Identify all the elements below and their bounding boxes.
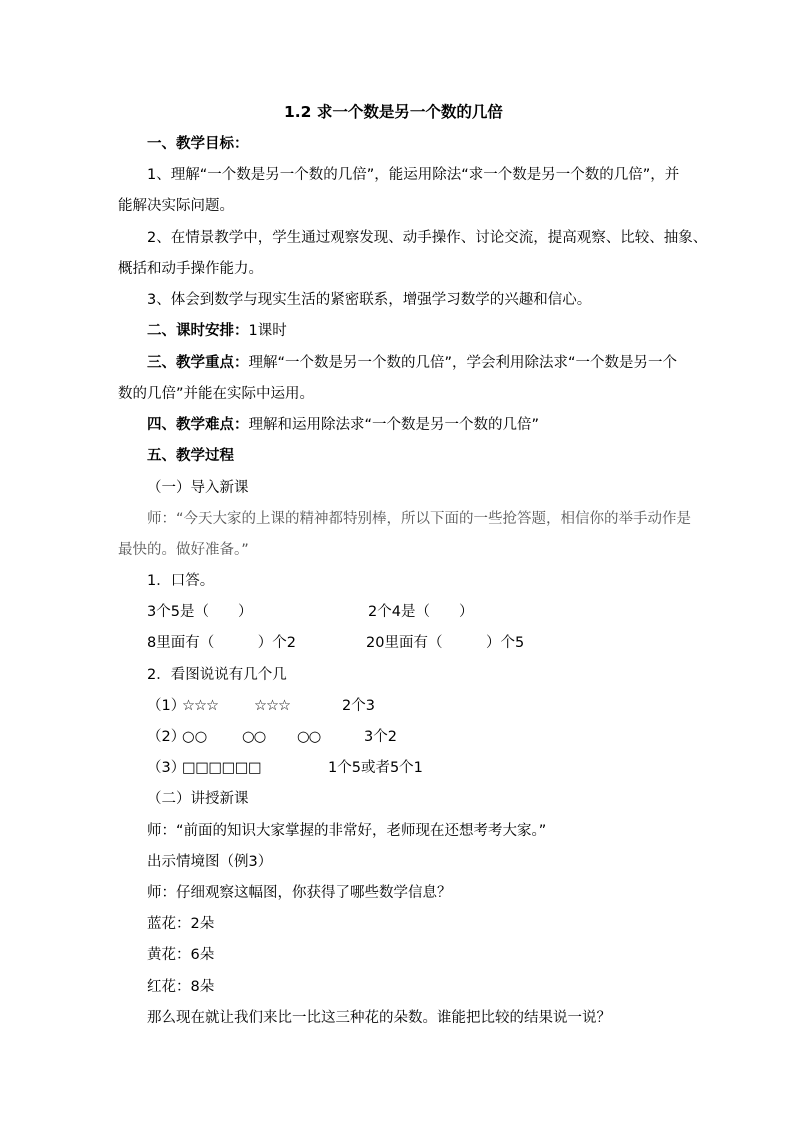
goal-1-line-1: 1、理解“一个数是另一个数的几倍”，能运用除法“求一个数是另一个数的几倍”，并: [147, 167, 680, 183]
stars-group-2: ☆☆☆: [254, 698, 290, 714]
section-2-text: 1课时: [248, 323, 287, 339]
page-title: 1.2 求一个数是另一个数的几倍: [284, 103, 503, 121]
section-4: [147, 415, 539, 435]
goal-2-line-1: 2、在情景教学中，学生通过观察发现、动手操作、讨论交流，提高观察、比较、抽象、: [147, 230, 708, 246]
question-1-d: 20里面有（ ）个5: [366, 635, 525, 651]
circles-group-3: ○○: [297, 729, 321, 745]
section-2: [147, 321, 287, 341]
goal-3: 3、体会到数学与现实生活的紧密联系，增强学习数学的兴趣和信心。: [147, 292, 592, 308]
question-1-a: 3个5是（ ）: [147, 604, 253, 620]
question-2-2-label: （2）: [147, 729, 186, 745]
stars-group-1: ☆☆☆: [182, 698, 218, 714]
question-2-1-answer: 2个3: [342, 698, 375, 714]
teacher-question: 师：仔细观察这幅图，你获得了哪些数学信息？: [147, 885, 452, 901]
teacher-new-lesson: 师：“前面的知识大家掌握的非常好，老师现在还想考考大家。”: [147, 823, 547, 839]
part-1-heading: （一）导入新课: [147, 480, 249, 496]
show-scene-image: 出示情境图（例3）: [147, 854, 273, 870]
circles-group-1: ○○: [182, 729, 208, 745]
section-3: [147, 353, 677, 373]
goal-1-line-2: 能解决实际问题。: [118, 198, 234, 214]
section-3-heading: 三、教学重点：: [147, 355, 249, 371]
question-2: 2．看图说说有几个几: [147, 667, 287, 683]
question-1: 1．口答。: [147, 573, 215, 589]
question-2-2-answer: 3个2: [364, 729, 397, 745]
yellow-flowers: 黄花：6朵: [147, 947, 215, 963]
teacher-intro-line-2: 最快的。做好准备。”: [118, 542, 249, 558]
section-3-text-line-2: 数的几倍”并能在实际中运用。: [118, 386, 315, 402]
question-2-3-answer: 1个5或者5个1: [328, 760, 423, 776]
squares-group: □□□□□□: [182, 760, 262, 776]
section-5-heading: 五、教学过程: [147, 448, 234, 464]
blue-flowers: 蓝花：2朵: [147, 916, 215, 932]
red-flowers: 红花：8朵: [147, 979, 215, 995]
question-2-1-label: （1）: [147, 698, 186, 714]
teacher-intro-line-1: 师：“今天大家的上课的精神都特别棒，所以下面的一些抢答题，相信你的举手动作是: [147, 511, 692, 527]
question-1-c: 8里面有（ ）个2: [147, 635, 296, 651]
question-2-3-label: （3）: [147, 760, 186, 776]
section-3-text-line-1: 理解“一个数是另一个数的几倍”，学会利用除法求“一个数是另一个: [248, 355, 678, 371]
goal-2-line-2: 概括和动手操作能力。: [118, 261, 263, 277]
closing-question: 那么现在就让我们来比一比这三种花的朵数。谁能把比较的结果说一说？: [147, 1010, 611, 1026]
circles-group-2: ○○: [242, 729, 266, 745]
question-1-b: 2个4是（ ）: [368, 604, 474, 620]
part-2-heading: （二）讲授新课: [147, 791, 249, 807]
section-4-text: 理解和运用除法求“一个数是另一个数的几倍”: [248, 417, 540, 433]
section-1-heading: 一、教学目标：: [147, 136, 249, 152]
section-4-heading: 四、教学难点：: [147, 417, 249, 433]
section-2-heading: 二、课时安排：: [147, 323, 249, 339]
